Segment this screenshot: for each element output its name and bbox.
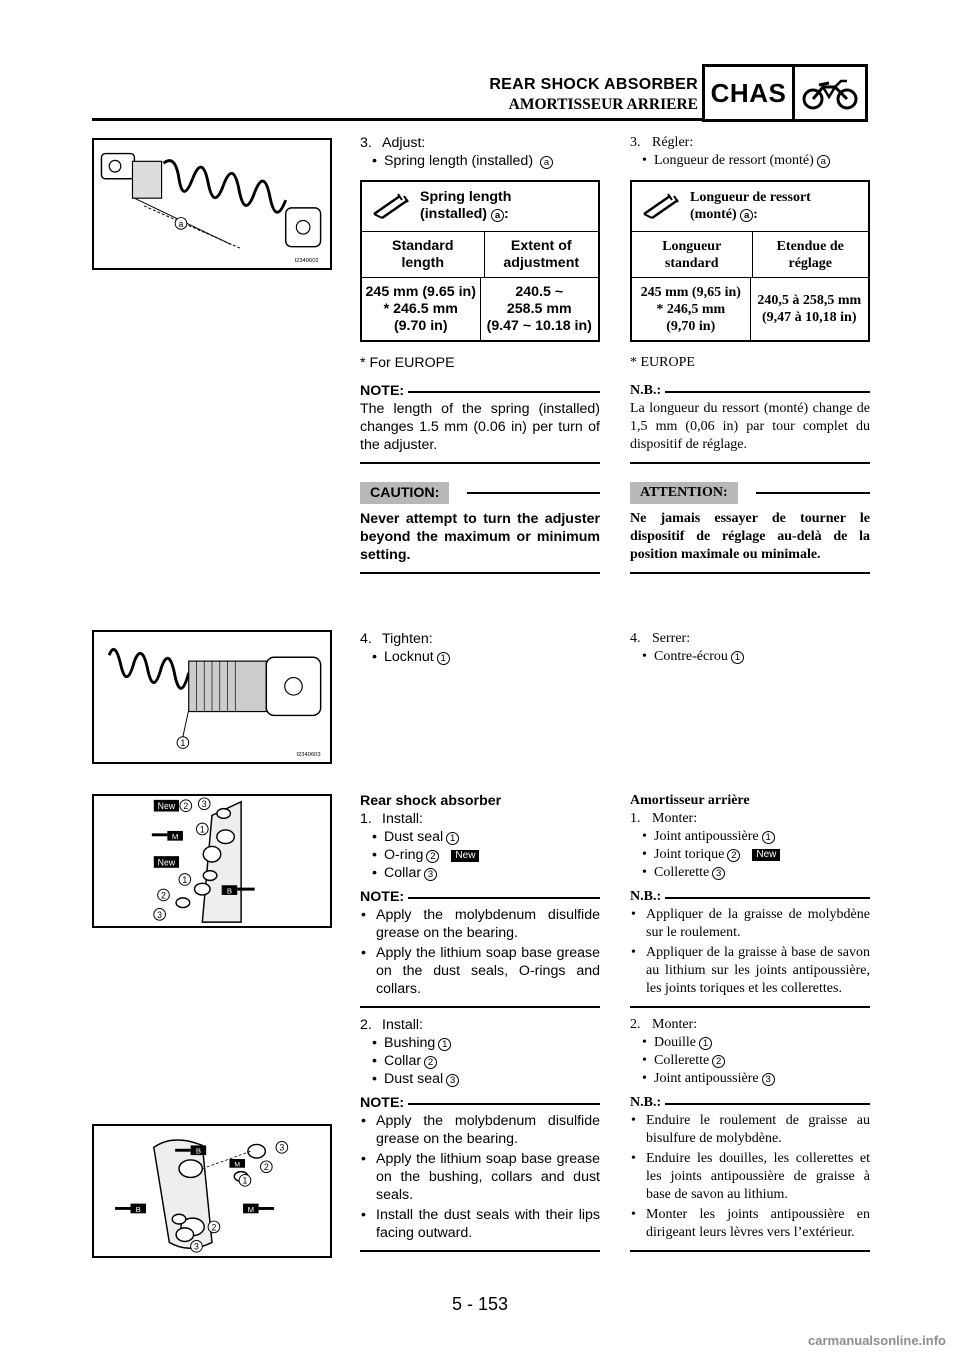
english-install-section: Rear shock absorber 1. Install: • Dust seal 1 • O-ring 2 New • Collar 3 NOTE: • Apply the molybdenum disulfide grease on the bearing. • Apply the lithium soap base grease on the dust seals, O-rings and collars. 2. Install: • Bushing 1 • Collar 2 • Dust seal 3 NOTE: • Apply the molybdenum disulfide grease on the bearing. • Apply the lithium soap base grease on the bushing, collars and dust seals. • Install the dust seals with their lips facing outward. — [360, 792, 600, 1252]
motorcycle-icon — [795, 67, 865, 119]
figure-code: I2340603 — [296, 752, 321, 759]
note-header: NOTE: — [360, 382, 600, 400]
page-number: 5 - 153 — [451, 1294, 509, 1314]
english-column — [360, 134, 600, 574]
col-head-extent: Extent of adjustment — [503, 237, 580, 271]
header-rule — [92, 118, 702, 121]
figure-dust-seal-install — [92, 794, 332, 928]
section-label: CHAS — [705, 67, 795, 119]
callout-3: 3 — [279, 1142, 285, 1153]
callout-2: 2 — [183, 801, 189, 812]
new-part-badge: New — [451, 850, 479, 862]
callout-1: 1 — [199, 824, 205, 835]
figure-locknut — [92, 630, 332, 764]
new-tag: New — [157, 857, 176, 868]
english-step-4: 4. Tighten: • Locknut 1 — [360, 630, 600, 666]
callout-2: 2 — [263, 1162, 269, 1173]
spring-length-item: • Spring length (installed) a — [360, 152, 600, 170]
col-head-standard: Standard length — [362, 232, 485, 277]
callout-2: 2 — [211, 1222, 217, 1233]
spec-table-longueur: Longueur de ressort (monté) a : Longueur standard Etendue de réglage 245 mm (9,65 in) * 246,5 mm (9,70 in) 240,5 à 258,5 mm (9,47 à 10,18 in) — [630, 180, 870, 342]
callout-3: 3 — [157, 909, 163, 920]
grease-b-mark: B — [135, 1204, 141, 1214]
caliper-icon — [632, 182, 690, 231]
header-title-fr: AMORTISSEUR ARRIERE — [508, 96, 698, 113]
section-badge — [702, 64, 868, 122]
step-3-adjust: 3. Adjust: — [360, 135, 426, 151]
callout-3: 3 — [194, 1241, 199, 1252]
caliper-icon — [362, 182, 420, 231]
new-part-badge: New — [752, 849, 780, 861]
callout-1: 1 — [180, 737, 186, 748]
footnote: * For EUROPE — [360, 355, 455, 371]
callout-3: 3 — [201, 799, 207, 810]
grease-b-mark: B — [226, 886, 233, 896]
standard-value: 245 mm (9.65 in) * 246.5 mm (9.70 in) — [362, 278, 481, 340]
figure-spring-length — [92, 138, 332, 270]
caution-text: Never attempt to turn the adjuster beyond the maximum or minimum setting. — [360, 511, 600, 563]
french-step-4: 4. Serrer: • Contre-écrou 1 — [630, 630, 870, 666]
figure-bushing-install — [92, 1124, 332, 1258]
callout-a: a — [178, 218, 184, 229]
section-title: Rear shock absorber — [360, 793, 502, 809]
french-install-section: Amortisseur arrière 1. Monter: • Joint antipoussière 1 • Joint torique 2 New • Collerette 3 N.B.: • Appliquer de la graisse de molybdène sur le roulement. • Appliquer de la graisse à base de savon au lithium sur les joints antipoussière, les joints toriques et les collerettes. 2. Monter: • Douille 1 • Collerette 2 • Joint antipoussière 3 N.B.: • Enduire le roulement de graisse au bisulfure de molybdène. • Enduire les douilles, les collerettes et les joints antipoussière de graisse à base de savon au lithium. • Monter les joints antipoussière en dirigeant leurs lèvres vers l’extérieur. — [630, 792, 870, 1252]
figure-code: I2340602 — [294, 258, 319, 265]
note-text: The length of the spring (installed) changes 1.5 mm (0.06 in) per turn of the adjuster. — [360, 401, 600, 453]
header-title-en: REAR SHOCK ABSORBER — [489, 76, 698, 93]
grease-m-mark: M — [247, 1204, 255, 1214]
callout-1: 1 — [182, 874, 188, 885]
callout-2: 2 — [161, 890, 166, 901]
caution-header: CAUTION: — [360, 482, 600, 504]
grease-b-mark: B — [195, 1146, 202, 1156]
callout-1: 1 — [242, 1175, 248, 1186]
grease-m-mark: M — [171, 832, 179, 842]
french-column: 3. Régler: • Longueur de ressort (monté) a Longueur de ressort (monté) a : Longueur standard Etendue de réglage 245 mm (9,65 in) * 246,5 mm (9,70 in) 240,5 à 258,5 mm (9,47 à 10,18 in) * EUROPE N.B.: La longueur du ressort (monté) change de 1,5 mm (0,06 in) par tour complet du dispositif de réglage. ATTENTION: Ne jamais essayer de tourner le dispositif de réglage au-delà de la position maximale ou minimale. — [630, 134, 870, 574]
spec-table-spring-length: Spring length (installed) a : Standard length Extent of adjustment 245 mm (9.65 in) * 246.5 mm (9.70 in) 240.5 ~ 258.5 mm (9.47 ~ 10.18 in) — [360, 180, 600, 342]
new-tag: New — [157, 801, 176, 812]
extent-value: 240.5 ~ 258.5 mm (9.47 ~ 10.18 in) — [486, 283, 592, 334]
watermark: carmanualsonline.info — [808, 1333, 946, 1348]
grease-m-mark: M — [234, 1161, 241, 1169]
